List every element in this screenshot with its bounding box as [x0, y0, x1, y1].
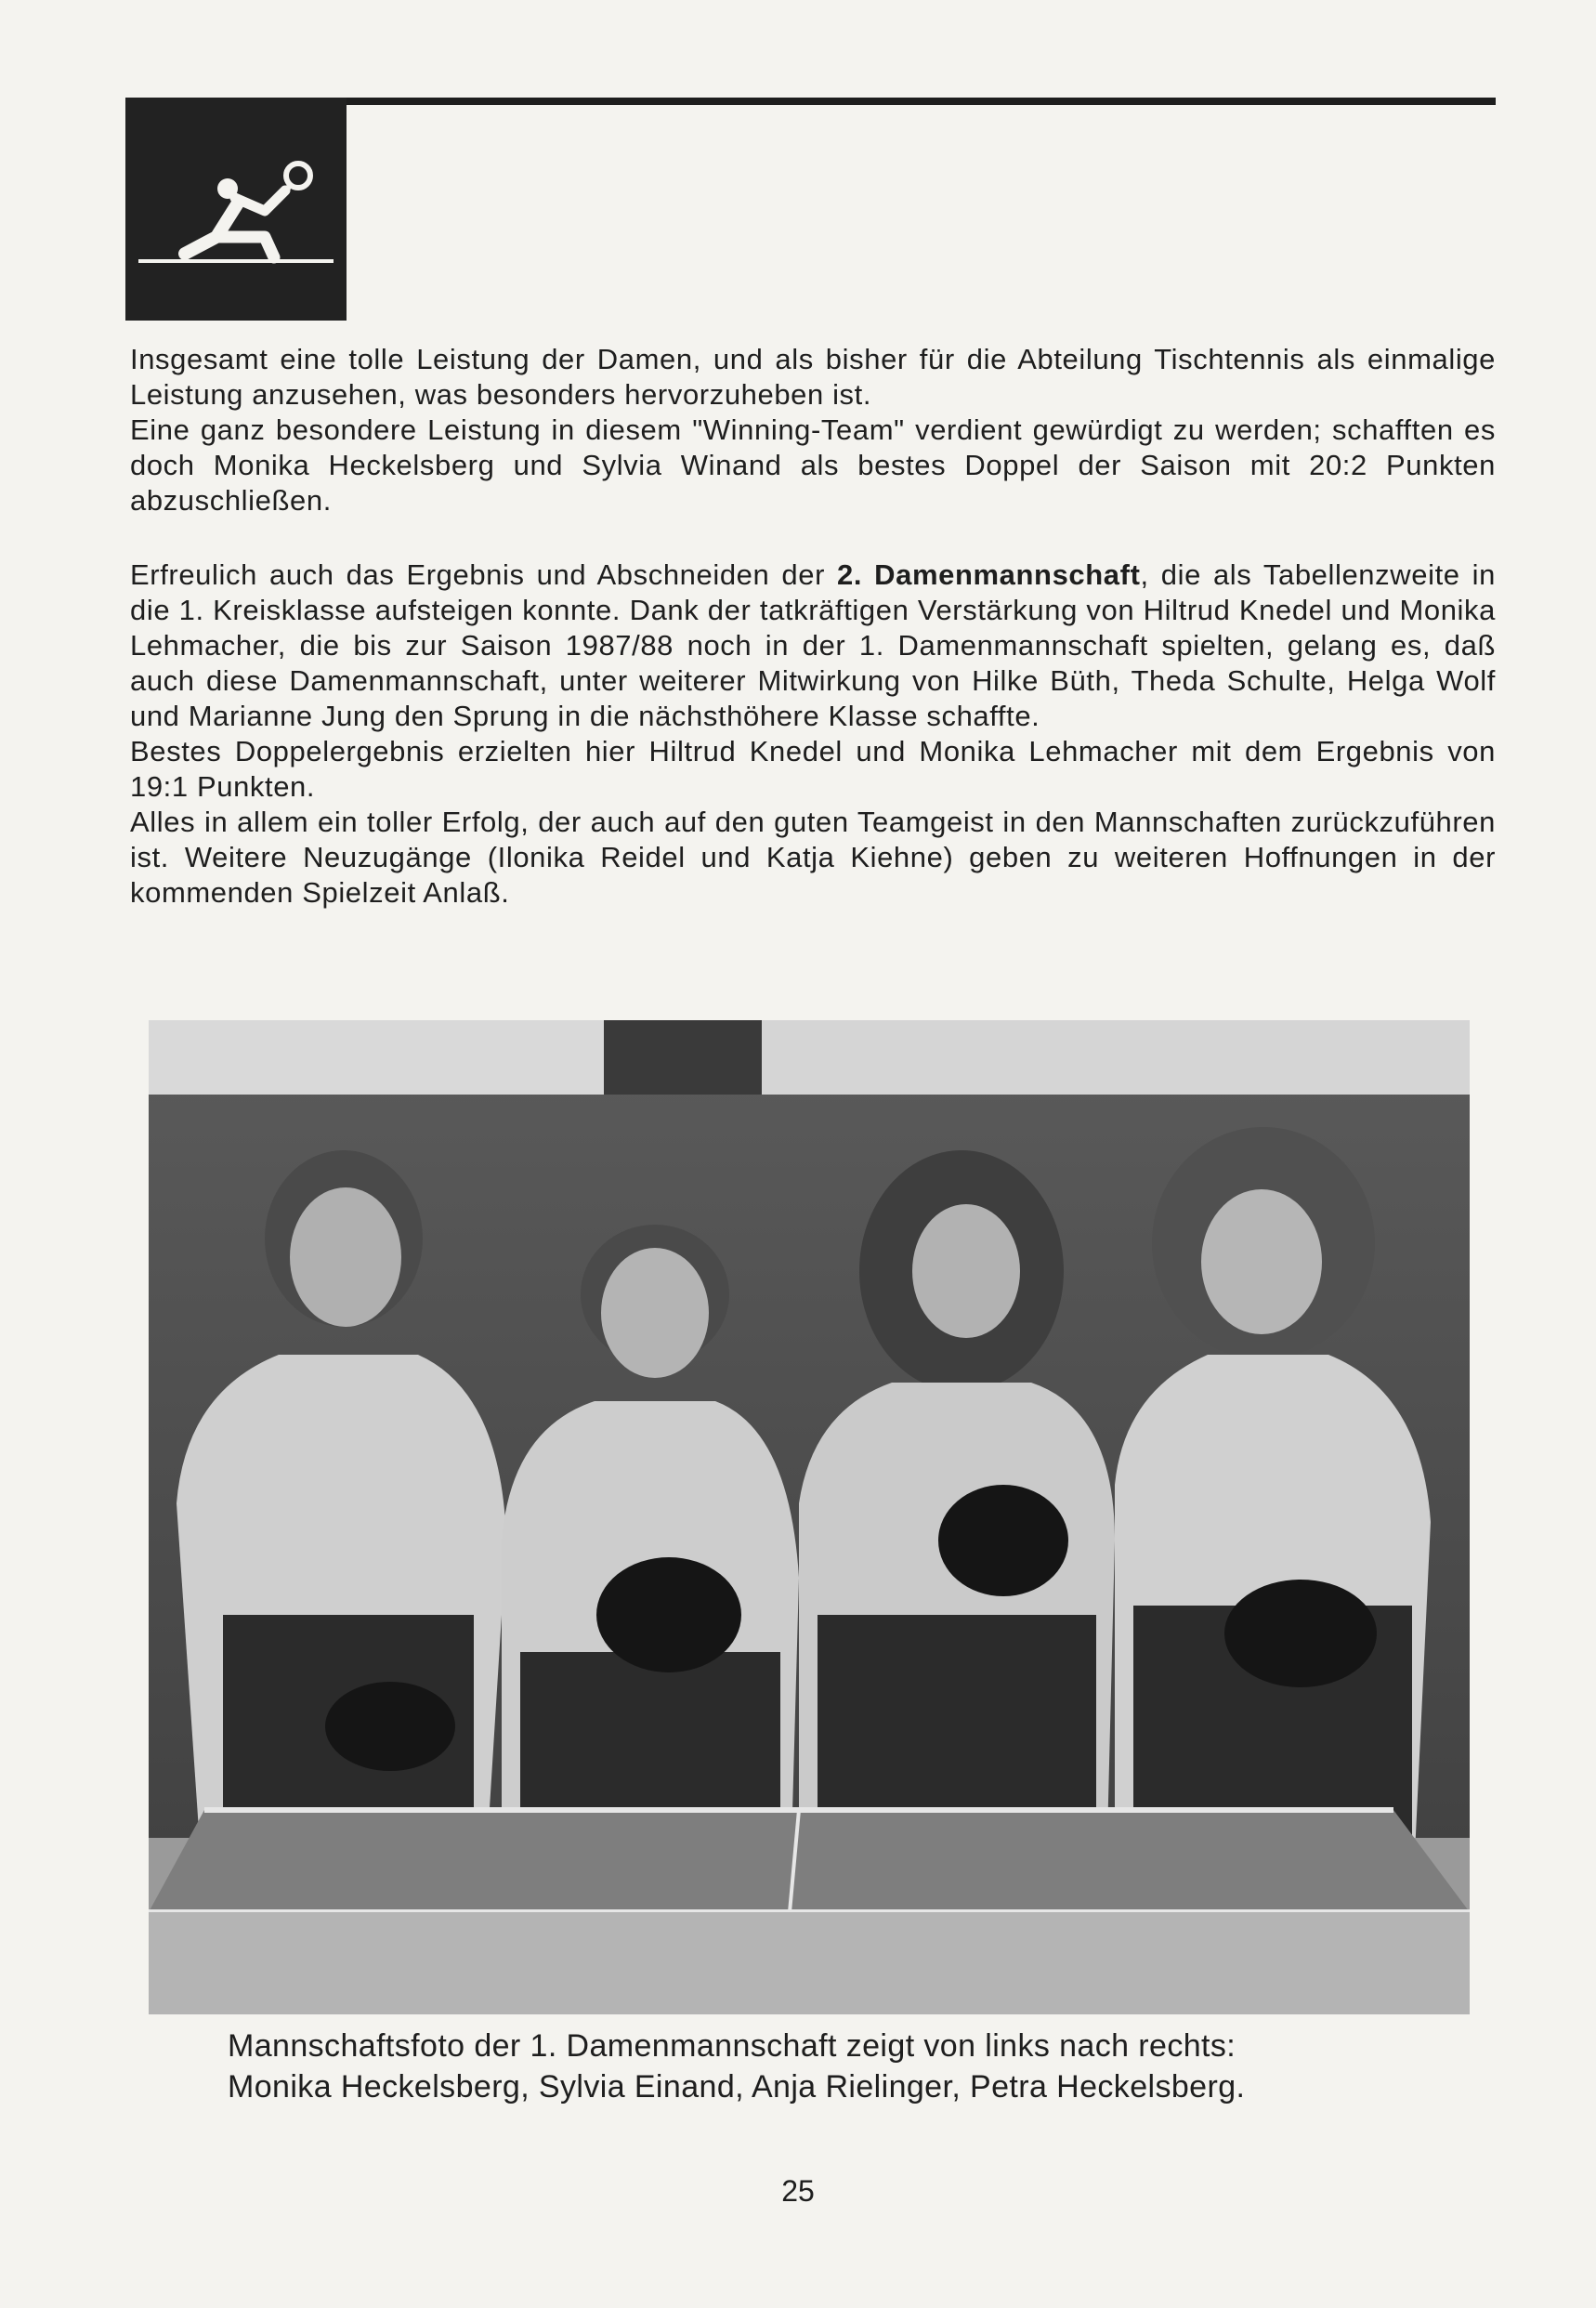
team-photo — [149, 1020, 1470, 2014]
caption-line-2: Monika Heckelsberg, Sylvia Einand, Anja Rielinger, Petra Heckelsberg. — [228, 2069, 1246, 2105]
photo-caption — [228, 2026, 1417, 2107]
paragraph-second-team — [130, 557, 1496, 911]
paragraph-closing: Alles in allem ein toller Erfolg, der auch auf den guten Teamgeist in den Mannschaften zurückzuführen ist. Weitere Neuzugänge (Ilonika Reidel und Katja Kiehne) geben zu weiteren Hoffnungen in der kommenden Spielzeit Anlaß. — [130, 806, 1496, 909]
intro-text: Erfreulich auch das Ergebnis und Abschneiden der — [130, 558, 825, 591]
paragraph-first-team — [130, 342, 1496, 518]
paragraph-doubles: Bestes Doppelergebnis erzielten hier Hiltrud Knedel und Monika Lehmacher mit dem Ergebnis von 19:1 Punkten. — [130, 735, 1496, 803]
table-tennis-player-icon — [125, 98, 347, 321]
team-name: 2. Damenmannschaft — [837, 558, 1141, 591]
paragraph-line: Eine ganz besondere Leistung in diesem "Winning-Team" verdient gewürdigt zu werden; schafften es doch Monika Heckelsberg und Sylvia Winand als bestes Doppel der Saison mit 20:2 Punkten abzuschließen. — [130, 413, 1496, 517]
paragraph-intro — [130, 557, 1496, 734]
paragraph-line: Insgesamt eine tolle Leistung der Damen, und als bisher für die Abteilung Tischtennis als einmalige Leistung anzusehen, was besonders hervorzuheben ist. — [130, 343, 1496, 411]
page-number: 25 — [781, 2174, 815, 2208]
intro-rest: , die als Tabellenzweite in die 1. Kreisklasse aufsteigen konnte. Dank der tatkräftigen Verstärkung von Hiltrud Knedel und Monika Lehmacher, die bis zur Saison 1987/88 noch in der 1. Damenmannschaft spielten, gelang es, daß auch diese Damenmannschaft, unter weiterer Mitwirkung von Hilke Büth, Theda Schulte, Helga Wolf und Marianne Jung den Sprung in die nächsthöhere Klasse schaffte. — [130, 558, 1496, 732]
caption-line-1: Mannschaftsfoto der 1. Damenmannschaft zeigt von links nach rechts: — [228, 2028, 1236, 2064]
